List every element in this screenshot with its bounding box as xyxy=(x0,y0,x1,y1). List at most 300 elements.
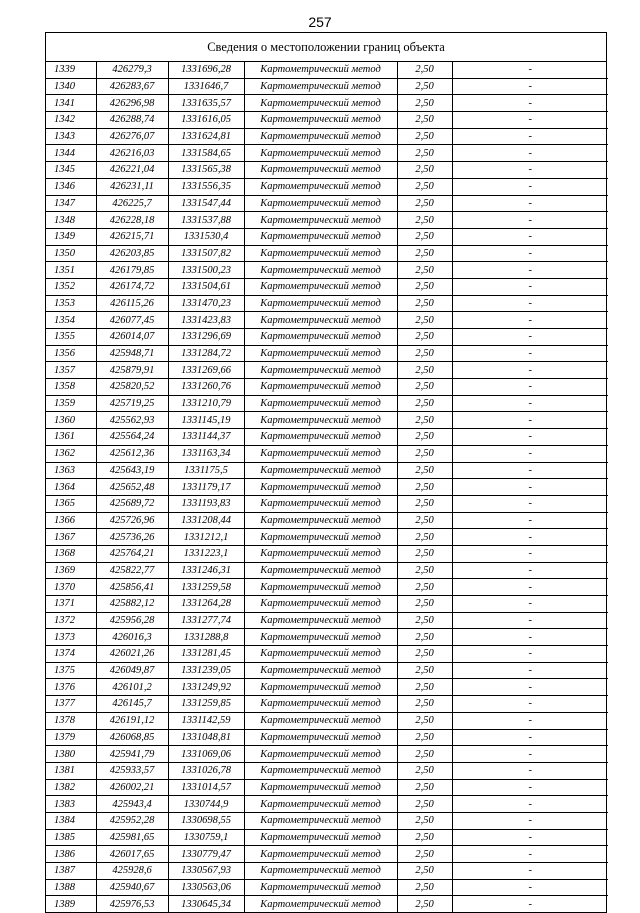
x-coordinate: 426115,26 xyxy=(96,295,168,312)
x-coordinate: 426017,65 xyxy=(96,846,168,863)
description-cell: - xyxy=(452,295,608,312)
description-cell: - xyxy=(452,162,608,179)
description-cell: - xyxy=(452,345,608,362)
table-row xyxy=(46,262,608,279)
method-cell: Картометрический метод xyxy=(244,362,397,379)
x-coordinate: 425976,53 xyxy=(96,896,168,912)
point-number: 1372 xyxy=(46,612,96,629)
accuracy-cell: 2,50 xyxy=(397,529,452,546)
accuracy-cell: 2,50 xyxy=(397,379,452,396)
table-row xyxy=(46,178,608,195)
accuracy-cell: 2,50 xyxy=(397,362,452,379)
description-cell: - xyxy=(452,95,608,112)
table-row xyxy=(46,529,608,546)
method-cell: Картометрический метод xyxy=(244,812,397,829)
table-row xyxy=(46,62,608,78)
x-coordinate: 425736,26 xyxy=(96,529,168,546)
table-row xyxy=(46,879,608,896)
x-coordinate: 426068,85 xyxy=(96,729,168,746)
x-coordinate: 426283,67 xyxy=(96,78,168,95)
accuracy-cell: 2,50 xyxy=(397,696,452,713)
description-cell: - xyxy=(452,829,608,846)
point-number: 1344 xyxy=(46,145,96,162)
x-coordinate: 425652,48 xyxy=(96,479,168,496)
table-row xyxy=(46,162,608,179)
point-number: 1348 xyxy=(46,212,96,229)
accuracy-cell: 2,50 xyxy=(397,629,452,646)
description-cell: - xyxy=(452,329,608,346)
table-row xyxy=(46,863,608,880)
table-row xyxy=(46,479,608,496)
method-cell: Картометрический метод xyxy=(244,529,397,546)
coordinates-table xyxy=(46,62,608,912)
description-cell: - xyxy=(452,395,608,412)
point-number: 1363 xyxy=(46,462,96,479)
point-number: 1365 xyxy=(46,495,96,512)
x-coordinate: 426231,11 xyxy=(96,178,168,195)
x-coordinate: 426016,3 xyxy=(96,629,168,646)
point-number: 1356 xyxy=(46,345,96,362)
point-number: 1353 xyxy=(46,295,96,312)
table-row xyxy=(46,329,608,346)
y-coordinate: 1331470,23 xyxy=(168,295,244,312)
description-cell: - xyxy=(452,812,608,829)
accuracy-cell: 2,50 xyxy=(397,312,452,329)
point-number: 1343 xyxy=(46,128,96,145)
method-cell: Картометрический метод xyxy=(244,796,397,813)
y-coordinate: 1331259,85 xyxy=(168,696,244,713)
x-coordinate: 425764,21 xyxy=(96,545,168,562)
table-row xyxy=(46,445,608,462)
point-number: 1368 xyxy=(46,545,96,562)
method-cell: Картометрический метод xyxy=(244,195,397,212)
point-number: 1381 xyxy=(46,762,96,779)
accuracy-cell: 2,50 xyxy=(397,495,452,512)
description-cell: - xyxy=(452,362,608,379)
accuracy-cell: 2,50 xyxy=(397,679,452,696)
table-row xyxy=(46,245,608,262)
y-coordinate: 1331259,58 xyxy=(168,579,244,596)
y-coordinate: 1331260,76 xyxy=(168,379,244,396)
point-number: 1367 xyxy=(46,529,96,546)
y-coordinate: 1331269,66 xyxy=(168,362,244,379)
point-number: 1361 xyxy=(46,429,96,446)
x-coordinate: 425933,57 xyxy=(96,762,168,779)
accuracy-cell: 2,50 xyxy=(397,779,452,796)
method-cell: Картометрический метод xyxy=(244,863,397,880)
x-coordinate: 426021,26 xyxy=(96,646,168,663)
description-cell: - xyxy=(452,145,608,162)
accuracy-cell: 2,50 xyxy=(397,78,452,95)
method-cell: Картометрический метод xyxy=(244,128,397,145)
accuracy-cell: 2,50 xyxy=(397,62,452,78)
method-cell: Картометрический метод xyxy=(244,295,397,312)
table-row xyxy=(46,295,608,312)
table-row xyxy=(46,228,608,245)
y-coordinate: 1330563,06 xyxy=(168,879,244,896)
x-coordinate: 426077,45 xyxy=(96,312,168,329)
method-cell: Картометрический метод xyxy=(244,612,397,629)
accuracy-cell: 2,50 xyxy=(397,662,452,679)
accuracy-cell: 2,50 xyxy=(397,829,452,846)
point-number: 1387 xyxy=(46,863,96,880)
table-row xyxy=(46,812,608,829)
table-row xyxy=(46,662,608,679)
x-coordinate: 425943,4 xyxy=(96,796,168,813)
table-title: Сведения о местоположении границ объекта xyxy=(46,33,606,62)
accuracy-cell: 2,50 xyxy=(397,228,452,245)
x-coordinate: 425562,93 xyxy=(96,412,168,429)
x-coordinate: 426191,12 xyxy=(96,712,168,729)
description-cell: - xyxy=(452,228,608,245)
description-cell: - xyxy=(452,78,608,95)
point-number: 1371 xyxy=(46,596,96,613)
description-cell: - xyxy=(452,278,608,295)
y-coordinate: 1331565,38 xyxy=(168,162,244,179)
y-coordinate: 1331584,65 xyxy=(168,145,244,162)
method-cell: Картометрический метод xyxy=(244,212,397,229)
x-coordinate: 425928,6 xyxy=(96,863,168,880)
table-row xyxy=(46,128,608,145)
method-cell: Картометрический метод xyxy=(244,112,397,129)
x-coordinate: 426215,71 xyxy=(96,228,168,245)
y-coordinate: 1331145,19 xyxy=(168,412,244,429)
table-row xyxy=(46,846,608,863)
x-coordinate: 425956,28 xyxy=(96,612,168,629)
x-coordinate: 426288,74 xyxy=(96,112,168,129)
y-coordinate: 1331142,59 xyxy=(168,712,244,729)
y-coordinate: 1330744,9 xyxy=(168,796,244,813)
x-coordinate: 426225,7 xyxy=(96,195,168,212)
description-cell: - xyxy=(452,696,608,713)
y-coordinate: 1331210,79 xyxy=(168,395,244,412)
y-coordinate: 1331646,7 xyxy=(168,78,244,95)
point-number: 1385 xyxy=(46,829,96,846)
accuracy-cell: 2,50 xyxy=(397,796,452,813)
x-coordinate: 426279,3 xyxy=(96,62,168,78)
page-number: 257 xyxy=(308,14,332,30)
point-number: 1380 xyxy=(46,746,96,763)
y-coordinate: 1331281,45 xyxy=(168,646,244,663)
point-number: 1352 xyxy=(46,278,96,295)
table-row xyxy=(46,429,608,446)
y-coordinate: 1331423,83 xyxy=(168,312,244,329)
accuracy-cell: 2,50 xyxy=(397,128,452,145)
method-cell: Картометрический метод xyxy=(244,462,397,479)
point-number: 1369 xyxy=(46,562,96,579)
method-cell: Картометрический метод xyxy=(244,762,397,779)
y-coordinate: 1331175,5 xyxy=(168,462,244,479)
description-cell: - xyxy=(452,379,608,396)
y-coordinate: 1331212,1 xyxy=(168,529,244,546)
table-row xyxy=(46,679,608,696)
method-cell: Картометрический метод xyxy=(244,395,397,412)
method-cell: Картометрический метод xyxy=(244,829,397,846)
accuracy-cell: 2,50 xyxy=(397,729,452,746)
description-cell: - xyxy=(452,262,608,279)
x-coordinate: 426174,72 xyxy=(96,278,168,295)
method-cell: Картометрический метод xyxy=(244,345,397,362)
description-cell: - xyxy=(452,846,608,863)
table-row xyxy=(46,212,608,229)
description-cell: - xyxy=(452,879,608,896)
y-coordinate: 1331296,69 xyxy=(168,329,244,346)
description-cell: - xyxy=(452,479,608,496)
accuracy-cell: 2,50 xyxy=(397,512,452,529)
accuracy-cell: 2,50 xyxy=(397,612,452,629)
accuracy-cell: 2,50 xyxy=(397,846,452,863)
x-coordinate: 425689,72 xyxy=(96,495,168,512)
table-row xyxy=(46,95,608,112)
point-number: 1376 xyxy=(46,679,96,696)
description-cell: - xyxy=(452,112,608,129)
x-coordinate: 425952,28 xyxy=(96,812,168,829)
point-number: 1377 xyxy=(46,696,96,713)
description-cell: - xyxy=(452,762,608,779)
point-number: 1382 xyxy=(46,779,96,796)
table-row xyxy=(46,612,608,629)
method-cell: Картометрический метод xyxy=(244,262,397,279)
method-cell: Картометрический метод xyxy=(244,646,397,663)
y-coordinate: 1331624,81 xyxy=(168,128,244,145)
point-number: 1350 xyxy=(46,245,96,262)
table-row xyxy=(46,145,608,162)
point-number: 1370 xyxy=(46,579,96,596)
table-row xyxy=(46,696,608,713)
description-cell: - xyxy=(452,412,608,429)
description-cell: - xyxy=(452,212,608,229)
y-coordinate: 1331208,44 xyxy=(168,512,244,529)
accuracy-cell: 2,50 xyxy=(397,295,452,312)
accuracy-cell: 2,50 xyxy=(397,412,452,429)
point-number: 1355 xyxy=(46,329,96,346)
description-cell: - xyxy=(452,495,608,512)
y-coordinate: 1331193,83 xyxy=(168,495,244,512)
x-coordinate: 425564,24 xyxy=(96,429,168,446)
table-row xyxy=(46,646,608,663)
method-cell: Картометрический метод xyxy=(244,445,397,462)
method-cell: Картометрический метод xyxy=(244,145,397,162)
description-cell: - xyxy=(452,629,608,646)
point-number: 1345 xyxy=(46,162,96,179)
description-cell: - xyxy=(452,596,608,613)
method-cell: Картометрический метод xyxy=(244,846,397,863)
x-coordinate: 425719,25 xyxy=(96,395,168,412)
y-coordinate: 1331284,72 xyxy=(168,345,244,362)
accuracy-cell: 2,50 xyxy=(397,95,452,112)
table-row xyxy=(46,629,608,646)
table-row xyxy=(46,779,608,796)
accuracy-cell: 2,50 xyxy=(397,445,452,462)
y-coordinate: 1331069,06 xyxy=(168,746,244,763)
y-coordinate: 1330779,47 xyxy=(168,846,244,863)
x-coordinate: 426228,18 xyxy=(96,212,168,229)
accuracy-cell: 2,50 xyxy=(397,746,452,763)
point-number: 1347 xyxy=(46,195,96,212)
method-cell: Картометрический метод xyxy=(244,178,397,195)
method-cell: Картометрический метод xyxy=(244,379,397,396)
point-number: 1339 xyxy=(46,62,96,78)
y-coordinate: 1331223,1 xyxy=(168,545,244,562)
accuracy-cell: 2,50 xyxy=(397,896,452,912)
accuracy-cell: 2,50 xyxy=(397,262,452,279)
accuracy-cell: 2,50 xyxy=(397,762,452,779)
method-cell: Картометрический метод xyxy=(244,412,397,429)
accuracy-cell: 2,50 xyxy=(397,162,452,179)
method-cell: Картометрический метод xyxy=(244,629,397,646)
x-coordinate: 425981,65 xyxy=(96,829,168,846)
y-coordinate: 1331163,34 xyxy=(168,445,244,462)
point-number: 1389 xyxy=(46,896,96,912)
y-coordinate: 1331239,05 xyxy=(168,662,244,679)
y-coordinate: 1331144,37 xyxy=(168,429,244,446)
point-number: 1351 xyxy=(46,262,96,279)
method-cell: Картометрический метод xyxy=(244,696,397,713)
accuracy-cell: 2,50 xyxy=(397,429,452,446)
y-coordinate: 1331246,31 xyxy=(168,562,244,579)
y-coordinate: 1331537,88 xyxy=(168,212,244,229)
accuracy-cell: 2,50 xyxy=(397,879,452,896)
description-cell: - xyxy=(452,545,608,562)
accuracy-cell: 2,50 xyxy=(397,212,452,229)
x-coordinate: 426296,98 xyxy=(96,95,168,112)
y-coordinate: 1331048,81 xyxy=(168,729,244,746)
point-number: 1349 xyxy=(46,228,96,245)
accuracy-cell: 2,50 xyxy=(397,245,452,262)
accuracy-cell: 2,50 xyxy=(397,395,452,412)
point-number: 1383 xyxy=(46,796,96,813)
table-row xyxy=(46,896,608,912)
method-cell: Картометрический метод xyxy=(244,712,397,729)
point-number: 1357 xyxy=(46,362,96,379)
point-number: 1359 xyxy=(46,395,96,412)
description-cell: - xyxy=(528,898,532,910)
description-cell: - xyxy=(452,746,608,763)
description-cell: - xyxy=(452,445,608,462)
table-row xyxy=(46,78,608,95)
description-cell: - xyxy=(452,195,608,212)
x-coordinate: 426276,07 xyxy=(96,128,168,145)
description-cell: - xyxy=(452,729,608,746)
method-cell: Картометрический метод xyxy=(244,746,397,763)
y-coordinate: 1331616,05 xyxy=(168,112,244,129)
y-coordinate: 1331288,8 xyxy=(168,629,244,646)
accuracy-cell: 2,50 xyxy=(397,812,452,829)
accuracy-cell: 2,50 xyxy=(397,596,452,613)
point-number: 1384 xyxy=(46,812,96,829)
description-cell: - xyxy=(452,245,608,262)
method-cell: Картометрический метод xyxy=(244,512,397,529)
accuracy-cell: 2,50 xyxy=(397,178,452,195)
y-coordinate: 1330567,93 xyxy=(168,863,244,880)
point-number: 1386 xyxy=(46,846,96,863)
table-row xyxy=(46,596,608,613)
description-cell: - xyxy=(452,178,608,195)
accuracy-cell: 2,50 xyxy=(397,712,452,729)
x-coordinate: 425941,79 xyxy=(96,746,168,763)
x-coordinate: 426179,85 xyxy=(96,262,168,279)
accuracy-cell: 2,50 xyxy=(397,345,452,362)
description-cell: - xyxy=(452,62,608,78)
description-cell: - xyxy=(452,429,608,446)
y-coordinate: 1330645,34 xyxy=(168,896,244,912)
description-cell: - xyxy=(452,529,608,546)
x-coordinate: 426203,85 xyxy=(96,245,168,262)
table-row xyxy=(46,462,608,479)
method-cell: Картометрический метод xyxy=(244,896,397,912)
table-row xyxy=(46,345,608,362)
y-coordinate: 1331500,23 xyxy=(168,262,244,279)
accuracy-cell: 2,50 xyxy=(397,646,452,663)
table-row xyxy=(46,829,608,846)
method-cell: Картометрический метод xyxy=(244,729,397,746)
table-row xyxy=(46,312,608,329)
method-cell: Картометрический метод xyxy=(244,879,397,896)
accuracy-cell: 2,50 xyxy=(397,145,452,162)
x-coordinate: 425822,77 xyxy=(96,562,168,579)
y-coordinate: 1331504,61 xyxy=(168,278,244,295)
x-coordinate: 425820,52 xyxy=(96,379,168,396)
y-coordinate: 1331507,82 xyxy=(168,245,244,262)
y-coordinate: 1331547,44 xyxy=(168,195,244,212)
method-cell: Картометрический метод xyxy=(244,95,397,112)
method-cell: Картометрический метод xyxy=(244,479,397,496)
description-cell: - xyxy=(452,863,608,880)
table-row xyxy=(46,579,608,596)
table-row xyxy=(46,796,608,813)
point-number: 1354 xyxy=(46,312,96,329)
y-coordinate: 1331635,57 xyxy=(168,95,244,112)
method-cell: Картометрический метод xyxy=(244,78,397,95)
table-row xyxy=(46,762,608,779)
point-number: 1378 xyxy=(46,712,96,729)
x-coordinate: 426002,21 xyxy=(96,779,168,796)
description-cell: - xyxy=(452,562,608,579)
y-coordinate: 1331014,57 xyxy=(168,779,244,796)
accuracy-cell: 2,50 xyxy=(397,329,452,346)
table-row xyxy=(46,545,608,562)
point-number: 1388 xyxy=(46,879,96,896)
point-number: 1342 xyxy=(46,112,96,129)
method-cell: Картометрический метод xyxy=(244,329,397,346)
table-row xyxy=(46,362,608,379)
method-cell: Картометрический метод xyxy=(244,312,397,329)
accuracy-cell: 2,50 xyxy=(397,545,452,562)
point-number: 1341 xyxy=(46,95,96,112)
accuracy-cell: 2,50 xyxy=(397,195,452,212)
point-number: 1374 xyxy=(46,646,96,663)
table-row xyxy=(46,412,608,429)
y-coordinate: 1331026,78 xyxy=(168,762,244,779)
point-number: 1346 xyxy=(46,178,96,195)
method-cell: Картометрический метод xyxy=(244,162,397,179)
accuracy-cell: 2,50 xyxy=(397,462,452,479)
description-cell: - xyxy=(452,796,608,813)
y-coordinate: 1331264,28 xyxy=(168,596,244,613)
point-number: 1362 xyxy=(46,445,96,462)
point-number: 1379 xyxy=(46,729,96,746)
method-cell: Картометрический метод xyxy=(244,228,397,245)
point-number: 1364 xyxy=(46,479,96,496)
x-coordinate: 425856,41 xyxy=(96,579,168,596)
table-row xyxy=(46,562,608,579)
x-coordinate: 425643,19 xyxy=(96,462,168,479)
description-cell: - xyxy=(452,646,608,663)
method-cell: Картометрический метод xyxy=(244,596,397,613)
table-row xyxy=(46,379,608,396)
x-coordinate: 425940,67 xyxy=(96,879,168,896)
x-coordinate: 426145,7 xyxy=(96,696,168,713)
